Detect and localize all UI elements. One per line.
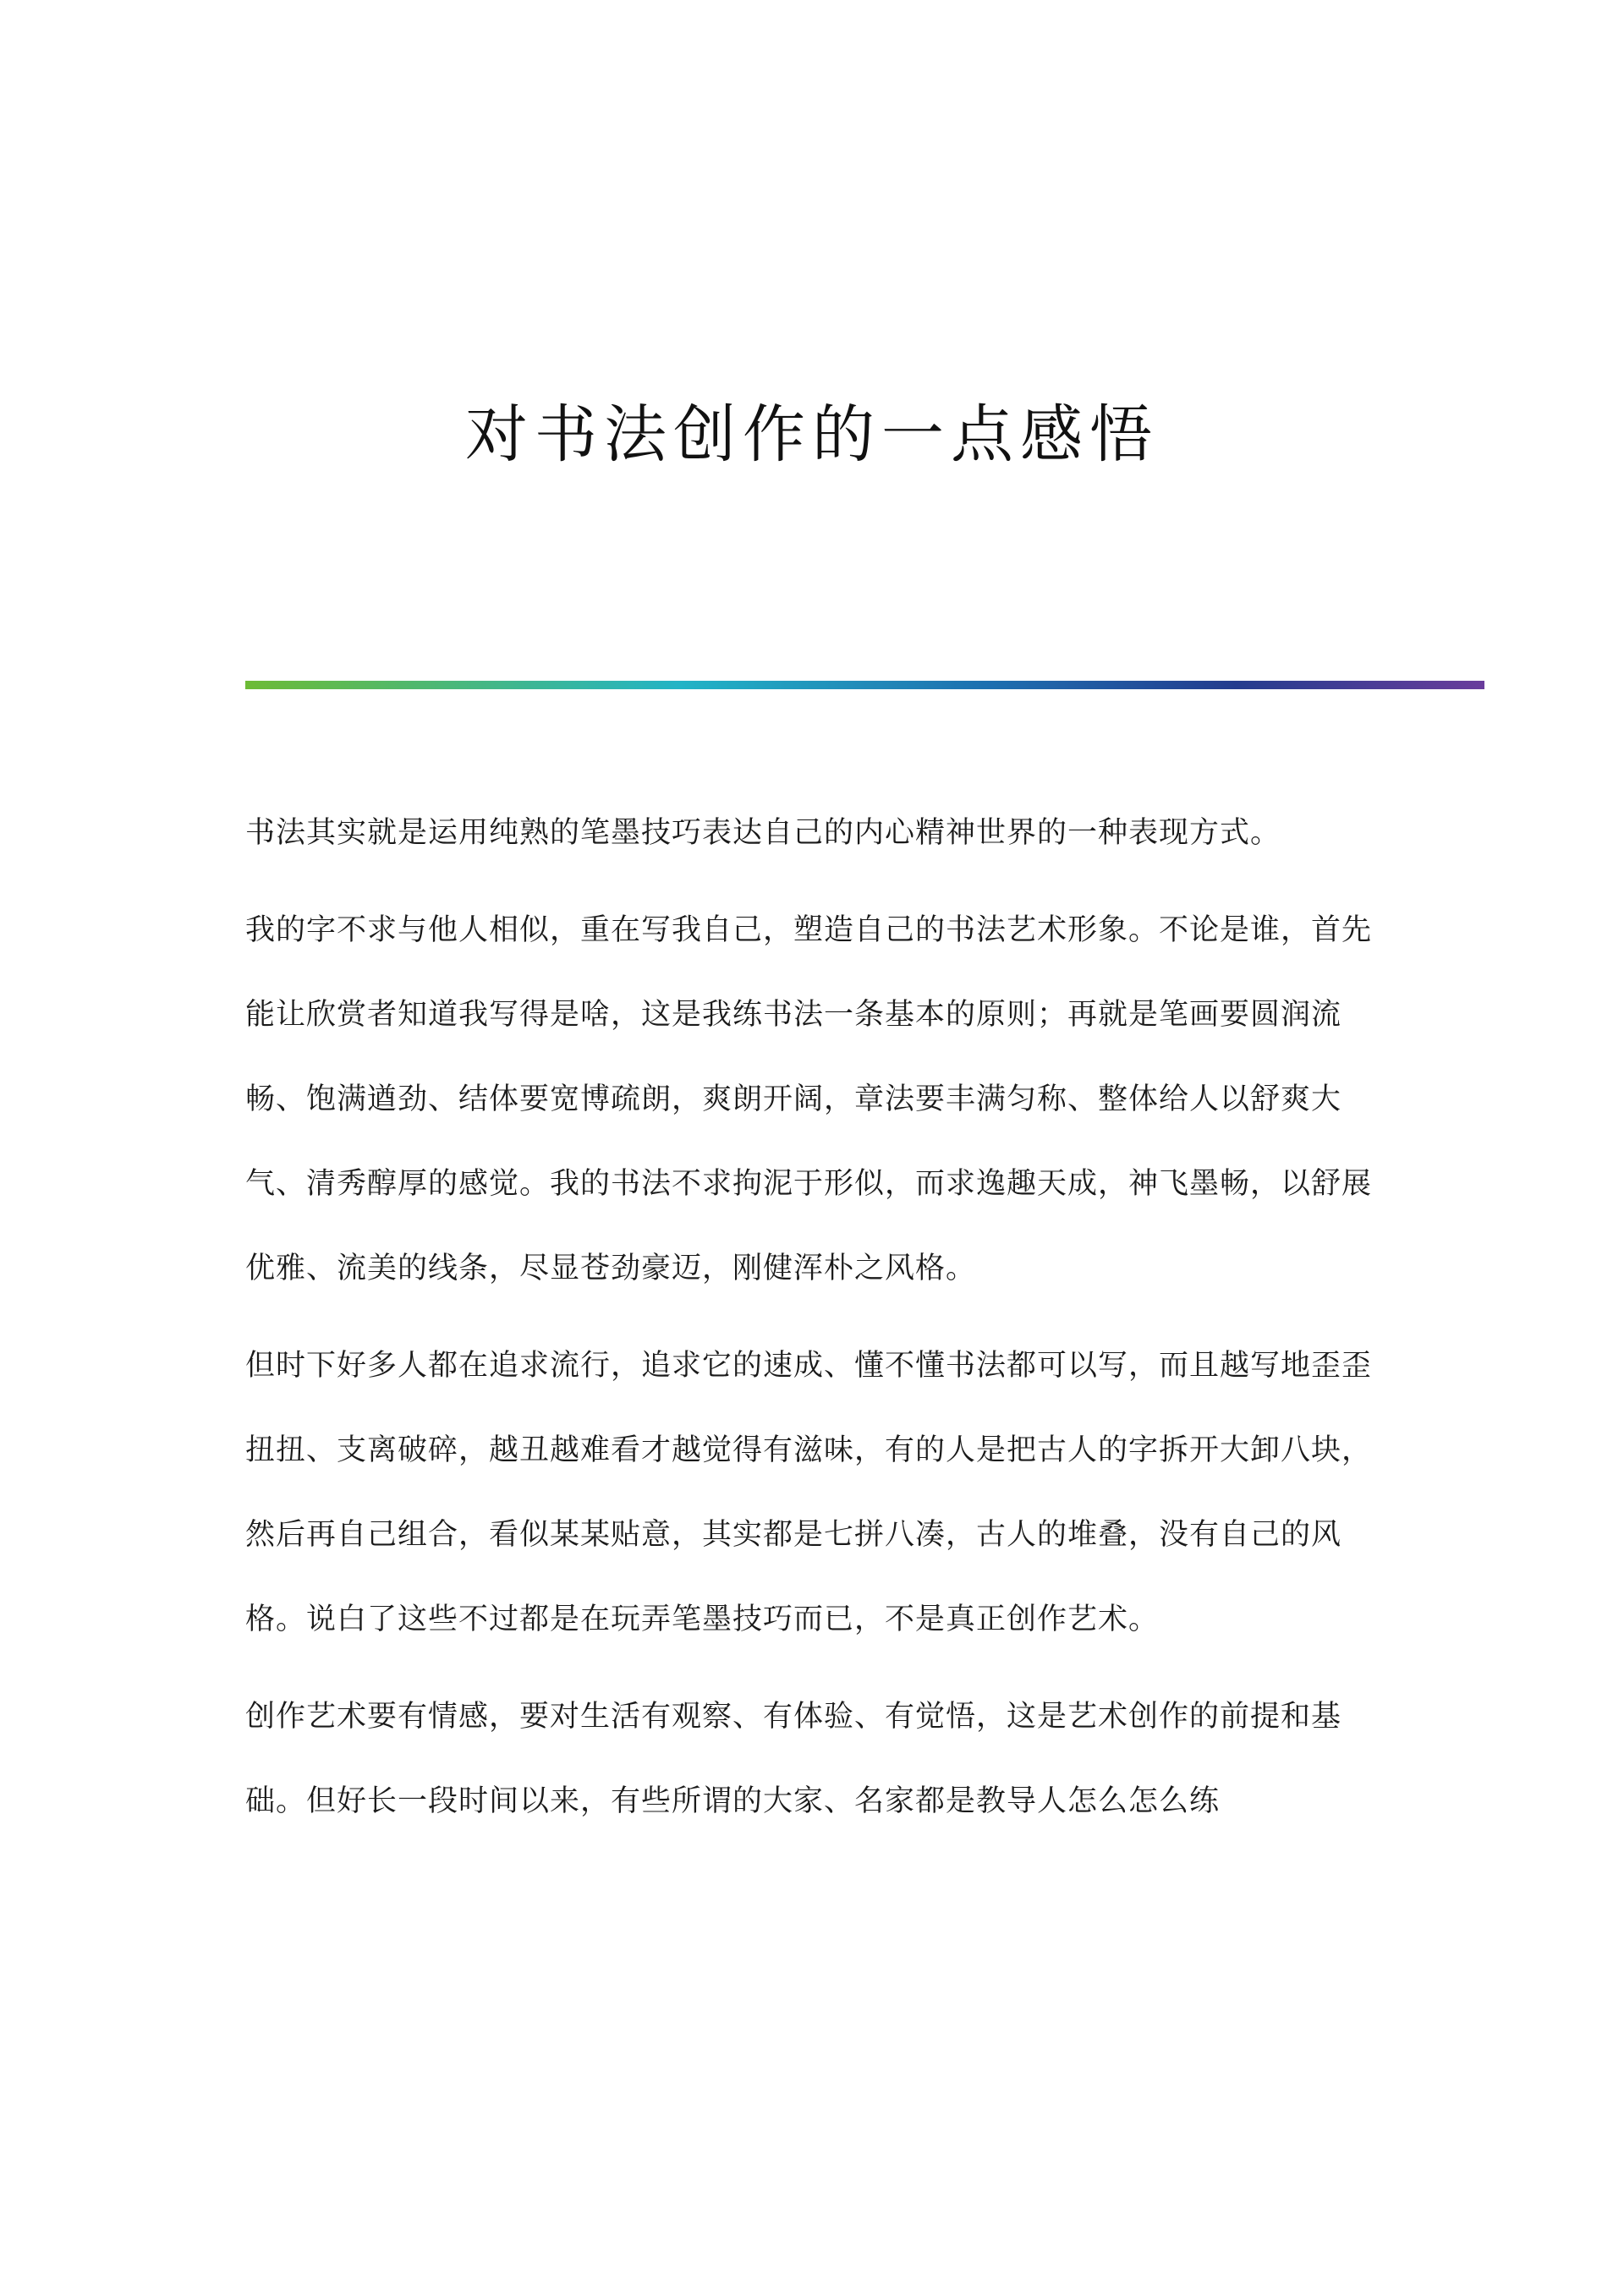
page-title: 对书法创作的一点感悟 [465, 398, 1159, 471]
title-divider [245, 681, 1484, 689]
paragraph: 书法其实就是运用纯熟的笔墨技巧表达自己的内心精神世界的一种表现方式。 [245, 816, 1281, 850]
document-body [245, 791, 1379, 1856]
paragraph: 我的字不求与他人相似，重在写我自己，塑造自己的书法艺术形象。不论是谁，首先能让欣赏者知道我写得是啥，这是我练书法一条基本的原则；再就是笔画要圆润流畅、饱满遒劲、结体要宽博疏朗，爽朗开阔，章法要丰满匀称、整体给人以舒爽大气、清秀醇厚的感觉。我的书法不求拘泥于形似，而求逸趣天成，神飞墨畅，以舒展优雅、流美的线条，尽显苍劲豪迈，刚健浑朴之风格。 [245, 913, 1373, 1285]
paragraph: 创作艺术要有情感，要对生活有观察、有体验、有觉悟，这是艺术创作的前提和基础。但好长一段时间以来，有些所谓的大家、名家都是教导人怎么怎么练 [245, 1700, 1342, 1818]
paragraph: 但时下好多人都在追求流行，追求它的速成、懂不懂书法都可以写，而且越写地歪歪扭扭、支离破碎，越丑越难看才越觉得有滋味，有的人是把古人的字拆开大卸八块，然后再自己组合，看似某某贴意，其实都是七拼八凑，古人的堆叠，没有自己的风格。说白了这些不过都是在玩弄笔墨技巧而已，不是真正创作艺术。 [245, 1349, 1373, 1636]
